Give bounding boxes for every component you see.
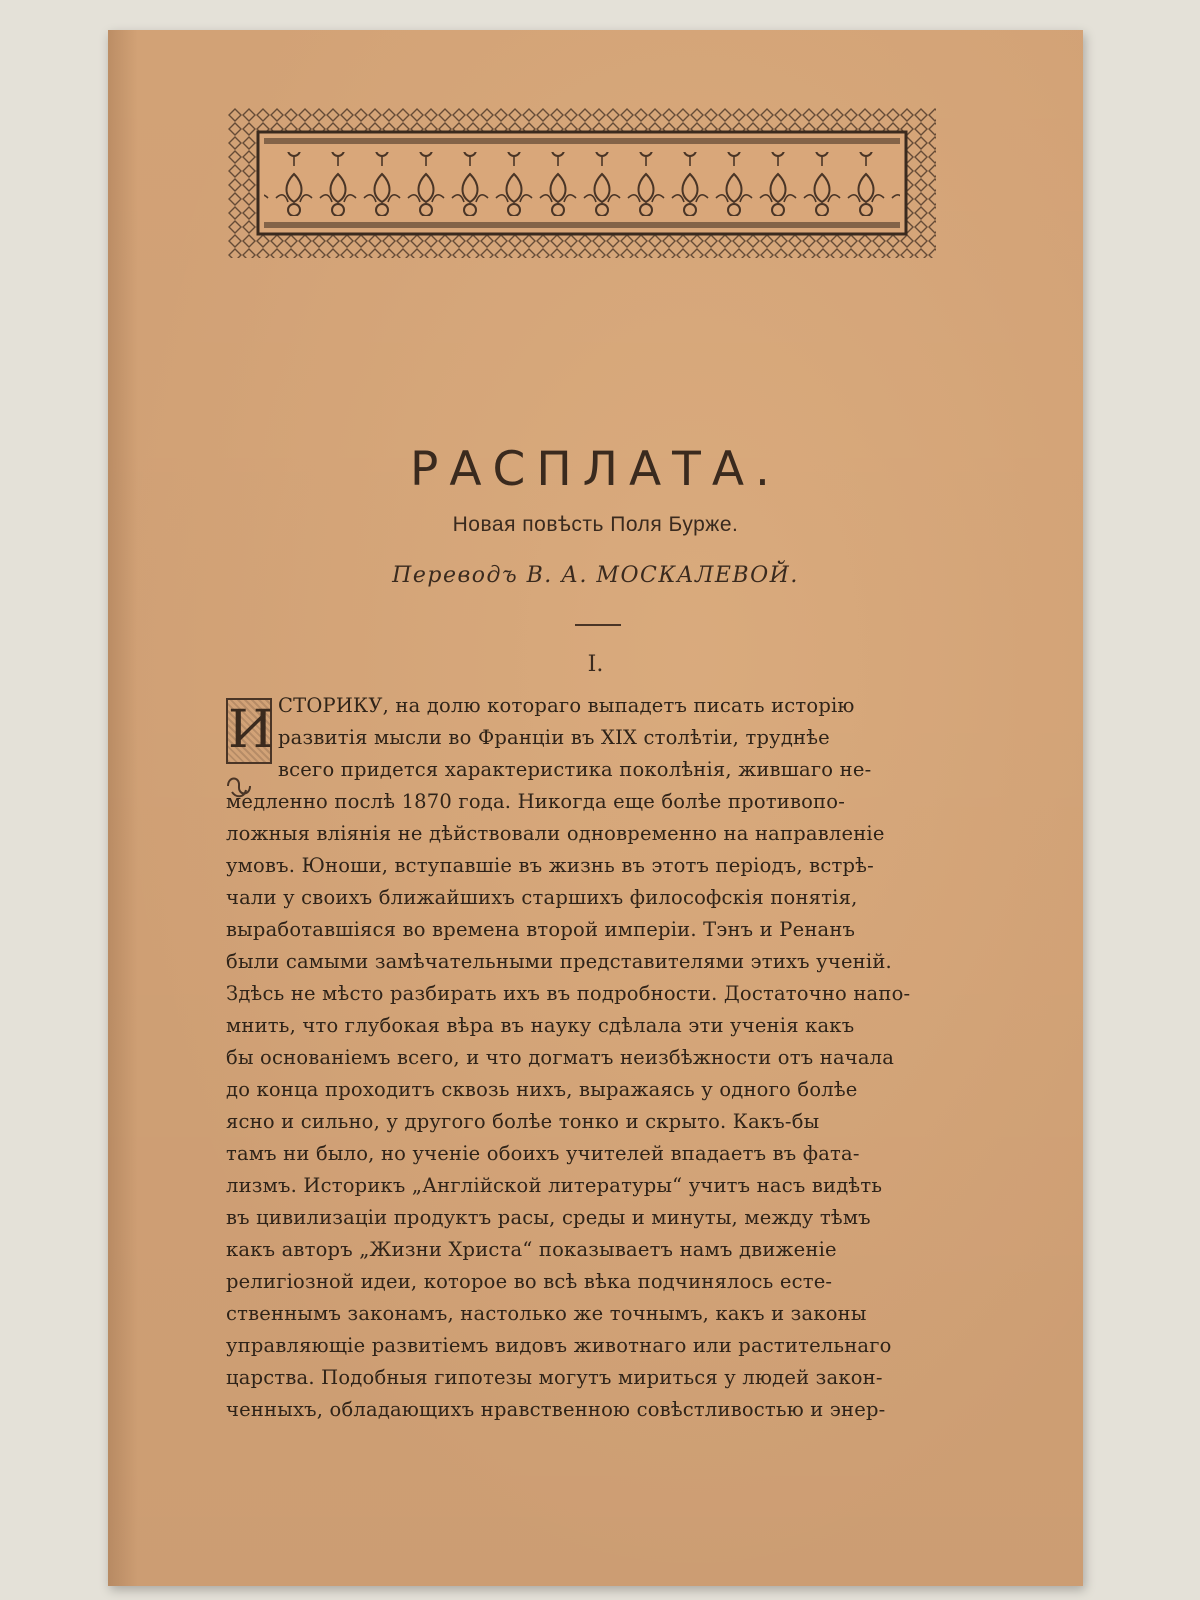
body-line: медленно послѣ 1870 года. Никогда еще болѣе противопо- <box>226 790 845 813</box>
body-line: какъ авторъ „Жизни Христа“ показываетъ намъ движеніе <box>226 1238 837 1261</box>
body-line: бы основаніемъ всего, и что догматъ неизбѣжности отъ начала <box>226 1046 895 1069</box>
title-divider <box>575 624 621 626</box>
body-line: до конца проходитъ сквозь нихъ, выражаясь у одного болѣе <box>226 1078 858 1101</box>
body-line: мнить, что глубокая вѣра въ науку сдѣлала эти ученія какъ <box>226 1014 855 1037</box>
body-line: были самыми замѣчательными представителями этихъ ученій. <box>226 950 892 973</box>
body-line: управляющіе развитіемъ видовъ животнаго или растительнаго <box>226 1334 892 1357</box>
ornamental-header-band <box>228 108 936 258</box>
body-line: въ цивилизаціи продуктъ расы, среды и минуты, между тѣмъ <box>226 1206 871 1229</box>
chapter-number: I. <box>587 652 604 677</box>
page-sheet <box>108 30 1083 1586</box>
body-line: религіозной идеи, которое во всѣ вѣка подчинялось есте- <box>226 1270 833 1293</box>
body-line: ясно и сильно, у другого болѣе тонко и скрыто. Какъ-бы <box>226 1110 820 1133</box>
body-line: ложныя вліянія не дѣйствовали одновременно на направленіе <box>226 822 885 845</box>
story-subtitle: Новая повѣсть Поля Бурже. <box>452 513 739 536</box>
body-line: выработавшіяся во времена второй имперіи. Тэнъ и Ренанъ <box>226 918 856 941</box>
body-line: СТОРИКУ, на долю котораго выпадетъ писать исторію <box>278 694 855 717</box>
body-line: чали у своихъ ближайшихъ старшихъ философскія понятія, <box>226 886 858 909</box>
body-line: Здѣсь не мѣсто разбирать ихъ въ подробности. Достаточно напо- <box>226 982 911 1005</box>
body-line: лизмъ. Историкъ „Англійской литературы“ учитъ насъ видѣть <box>226 1174 883 1197</box>
body-line: царства. Подобныя гипотезы могутъ мириться у людей закон- <box>226 1366 883 1389</box>
body-line: ченныхъ, обладающихъ нравственною совѣстливостью и энер- <box>226 1398 886 1421</box>
drop-cap: И <box>226 698 272 764</box>
body-line: всего придется характеристика поколѣнія, жившаго не- <box>278 758 872 781</box>
body-line: тамъ ни было, но ученіе обоихъ учителей впадаетъ въ фата- <box>226 1142 860 1165</box>
body-line: ственнымъ законамъ, настолько же точнымъ, какъ и законы <box>226 1302 867 1325</box>
body-line: развитія мысли во Франціи въ XIX столѣтіи, труднѣе <box>278 726 830 749</box>
story-title: РАСПЛАТА. <box>410 442 781 497</box>
translator-credit: Переводъ В. А. МОСКАЛЕВОЙ. <box>392 563 799 588</box>
body-line: умовъ. Юноши, вступавшіе въ жизнь въ этотъ періодъ, встрѣ- <box>226 854 874 877</box>
